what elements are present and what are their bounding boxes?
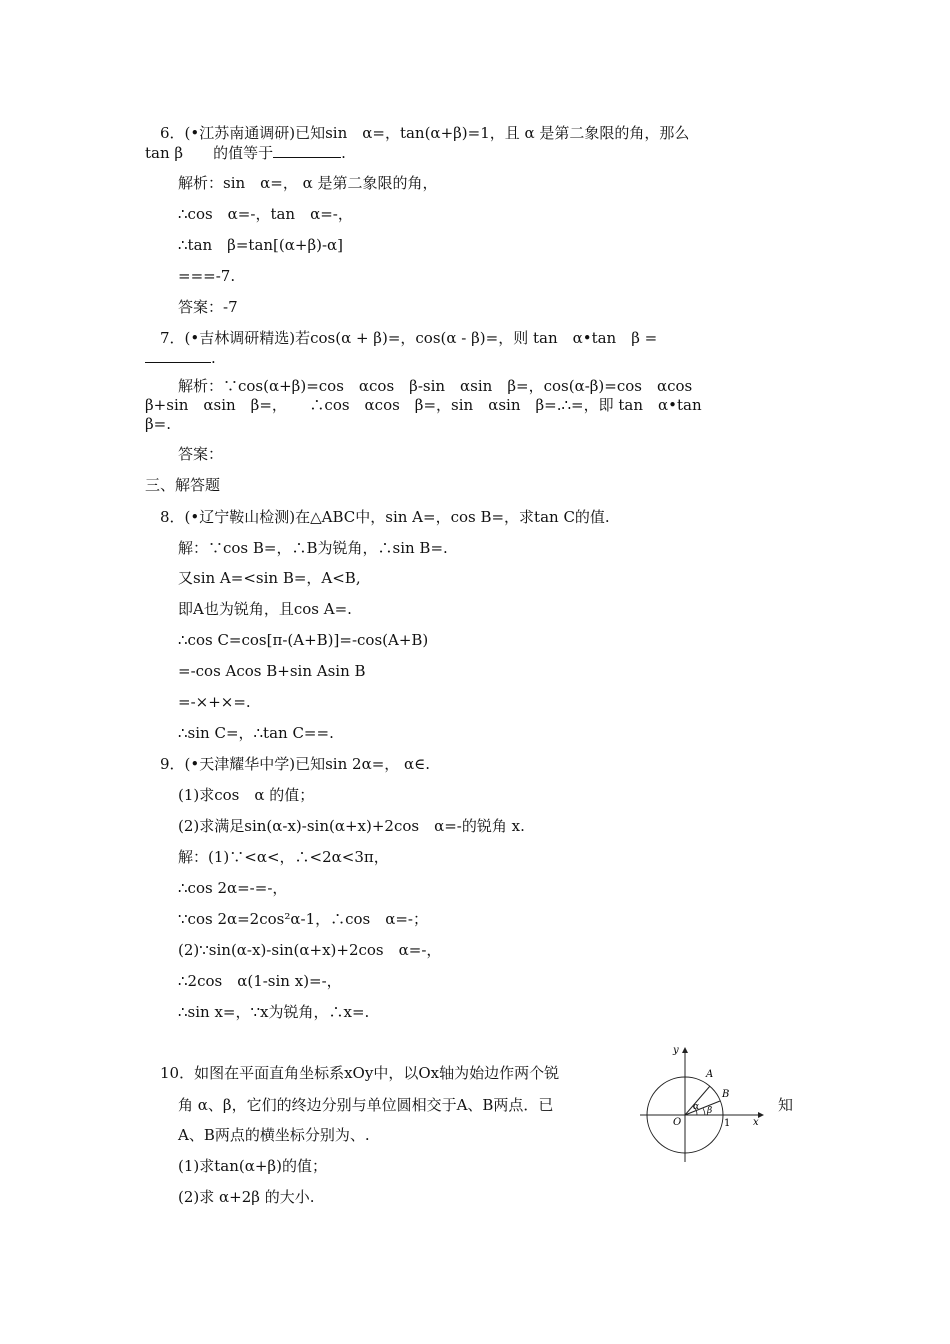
- q7-solution-line1: 解析：∵cos(α+β)=cos αcos β-sin αsin β=，cos(α-β)=cos αcos: [178, 377, 693, 395]
- q7-stem-line2: [145, 348, 216, 368]
- q6-solution-line3: ∴tan β=tan[(α+β)-α]: [178, 236, 344, 254]
- q8-solution-line3: 即A也为锐角，且cos A=.: [178, 600, 352, 618]
- q7-stem-period: .: [211, 349, 216, 367]
- q6-answer: 答案：-7: [178, 298, 238, 316]
- q8-solution-line5: =-cos Acos B+sin Asin B: [178, 662, 366, 680]
- q6-stem-line2: [145, 143, 346, 163]
- label-alpha: α: [693, 1102, 700, 1112]
- label-a: A: [706, 1069, 714, 1080]
- q9-stem: 9．(•天津耀华中学)已知sin 2α=， α∈.: [160, 755, 431, 773]
- section-heading: 三、解答题: [145, 476, 221, 494]
- q7-stem-line1: 7．(•吉林调研精选)若cos(α + β)=，cos(α - β)=，则 tan α•tan β =: [160, 329, 658, 347]
- q6-solution-line1: 解析：sin α=， α 是第二象限的角，: [178, 174, 438, 192]
- q9-solution-line3: ∵cos 2α=2cos²α-1，∴cos α=-；: [178, 910, 429, 928]
- label-y: y: [673, 1045, 679, 1056]
- q9-part2: (2)求满足sin(α-x)-sin(α+x)+2cos α=-的锐角 x.: [178, 817, 525, 835]
- label-one: 1: [724, 1118, 731, 1129]
- q6-solution-line2: ∴cos α=-，tan α=-，: [178, 205, 353, 223]
- label-o: O: [673, 1117, 682, 1128]
- q6-stem-line1: 6．(•江苏南通调研)已知sin α=，tan(α+β)=1，且 α 是第二象限的角，那么: [160, 124, 690, 142]
- q8-solution-line6: =-×+×=.: [178, 693, 251, 711]
- label-beta: β: [707, 1106, 713, 1116]
- label-b: B: [722, 1089, 730, 1100]
- q7-solution-line3: β=.: [145, 415, 172, 433]
- q10-stem-line2: 角 α、β，它们的终边分别与单位圆相交于A、B两点．已: [178, 1096, 554, 1114]
- q8-stem: 8．(•辽宁鞍山检测)在△ABC中，sin A=，cos B=，求tan C的值.: [160, 508, 610, 526]
- q7-solution-line2: β+sin αsin β=， ∴cos αcos β=，sin αsin β=.∴=，即 tan α•tan: [145, 396, 702, 414]
- q8-solution-line7: ∴sin C=，∴tan C==.: [178, 724, 334, 742]
- q9-solution-line2: ∴cos 2α=-=-，: [178, 879, 288, 897]
- q10-stem-line3: A、B两点的横坐标分别为、.: [178, 1126, 370, 1144]
- q6-solution-line4: ===-7.: [178, 267, 236, 285]
- q10-part1: (1)求tan(α+β)的值；: [178, 1157, 327, 1175]
- angle-beta-arc: [703, 1108, 705, 1115]
- q10-part2: (2)求 α+2β 的大小.: [178, 1188, 315, 1206]
- q6-stem-period: .: [341, 144, 346, 162]
- q6-stem-text: tan β 的值等于: [145, 144, 274, 162]
- q8-solution-line4: ∴cos C=cos[π-(A+B)]=-cos(A+B): [178, 631, 429, 649]
- q7-answer-blank: [145, 348, 211, 363]
- q9-solution-line4: (2)∵sin(α-x)-sin(α+x)+2cos α=-，: [178, 941, 442, 959]
- unit-circle-figure: [635, 1040, 775, 1165]
- q9-part1: (1)求cos α 的值；: [178, 786, 315, 804]
- q10-stem-line1: 10．如图在平面直角坐标系xOy中，以Ox轴为始边作两个锐: [160, 1064, 560, 1082]
- q6-answer-blank: [273, 143, 341, 158]
- label-x: x: [753, 1117, 759, 1128]
- q9-solution-line5: ∴2cos α(1-sin x)=-，: [178, 972, 342, 990]
- q10-stem-line2-tail: 知: [778, 1096, 794, 1114]
- q9-solution-line6: ∴sin x=，∵x为锐角，∴x=.: [178, 1003, 370, 1021]
- q8-solution-line2: 又sin A=<sin B=，A<B,: [178, 569, 361, 587]
- ray-ob: [685, 1101, 720, 1115]
- q8-solution-line1: 解：∵cos B=，∴B为锐角，∴sin B=.: [178, 539, 448, 557]
- q7-answer: 答案：: [178, 445, 224, 463]
- q9-solution-line1: 解：(1)∵<α<，∴<2α<3π，: [178, 848, 389, 866]
